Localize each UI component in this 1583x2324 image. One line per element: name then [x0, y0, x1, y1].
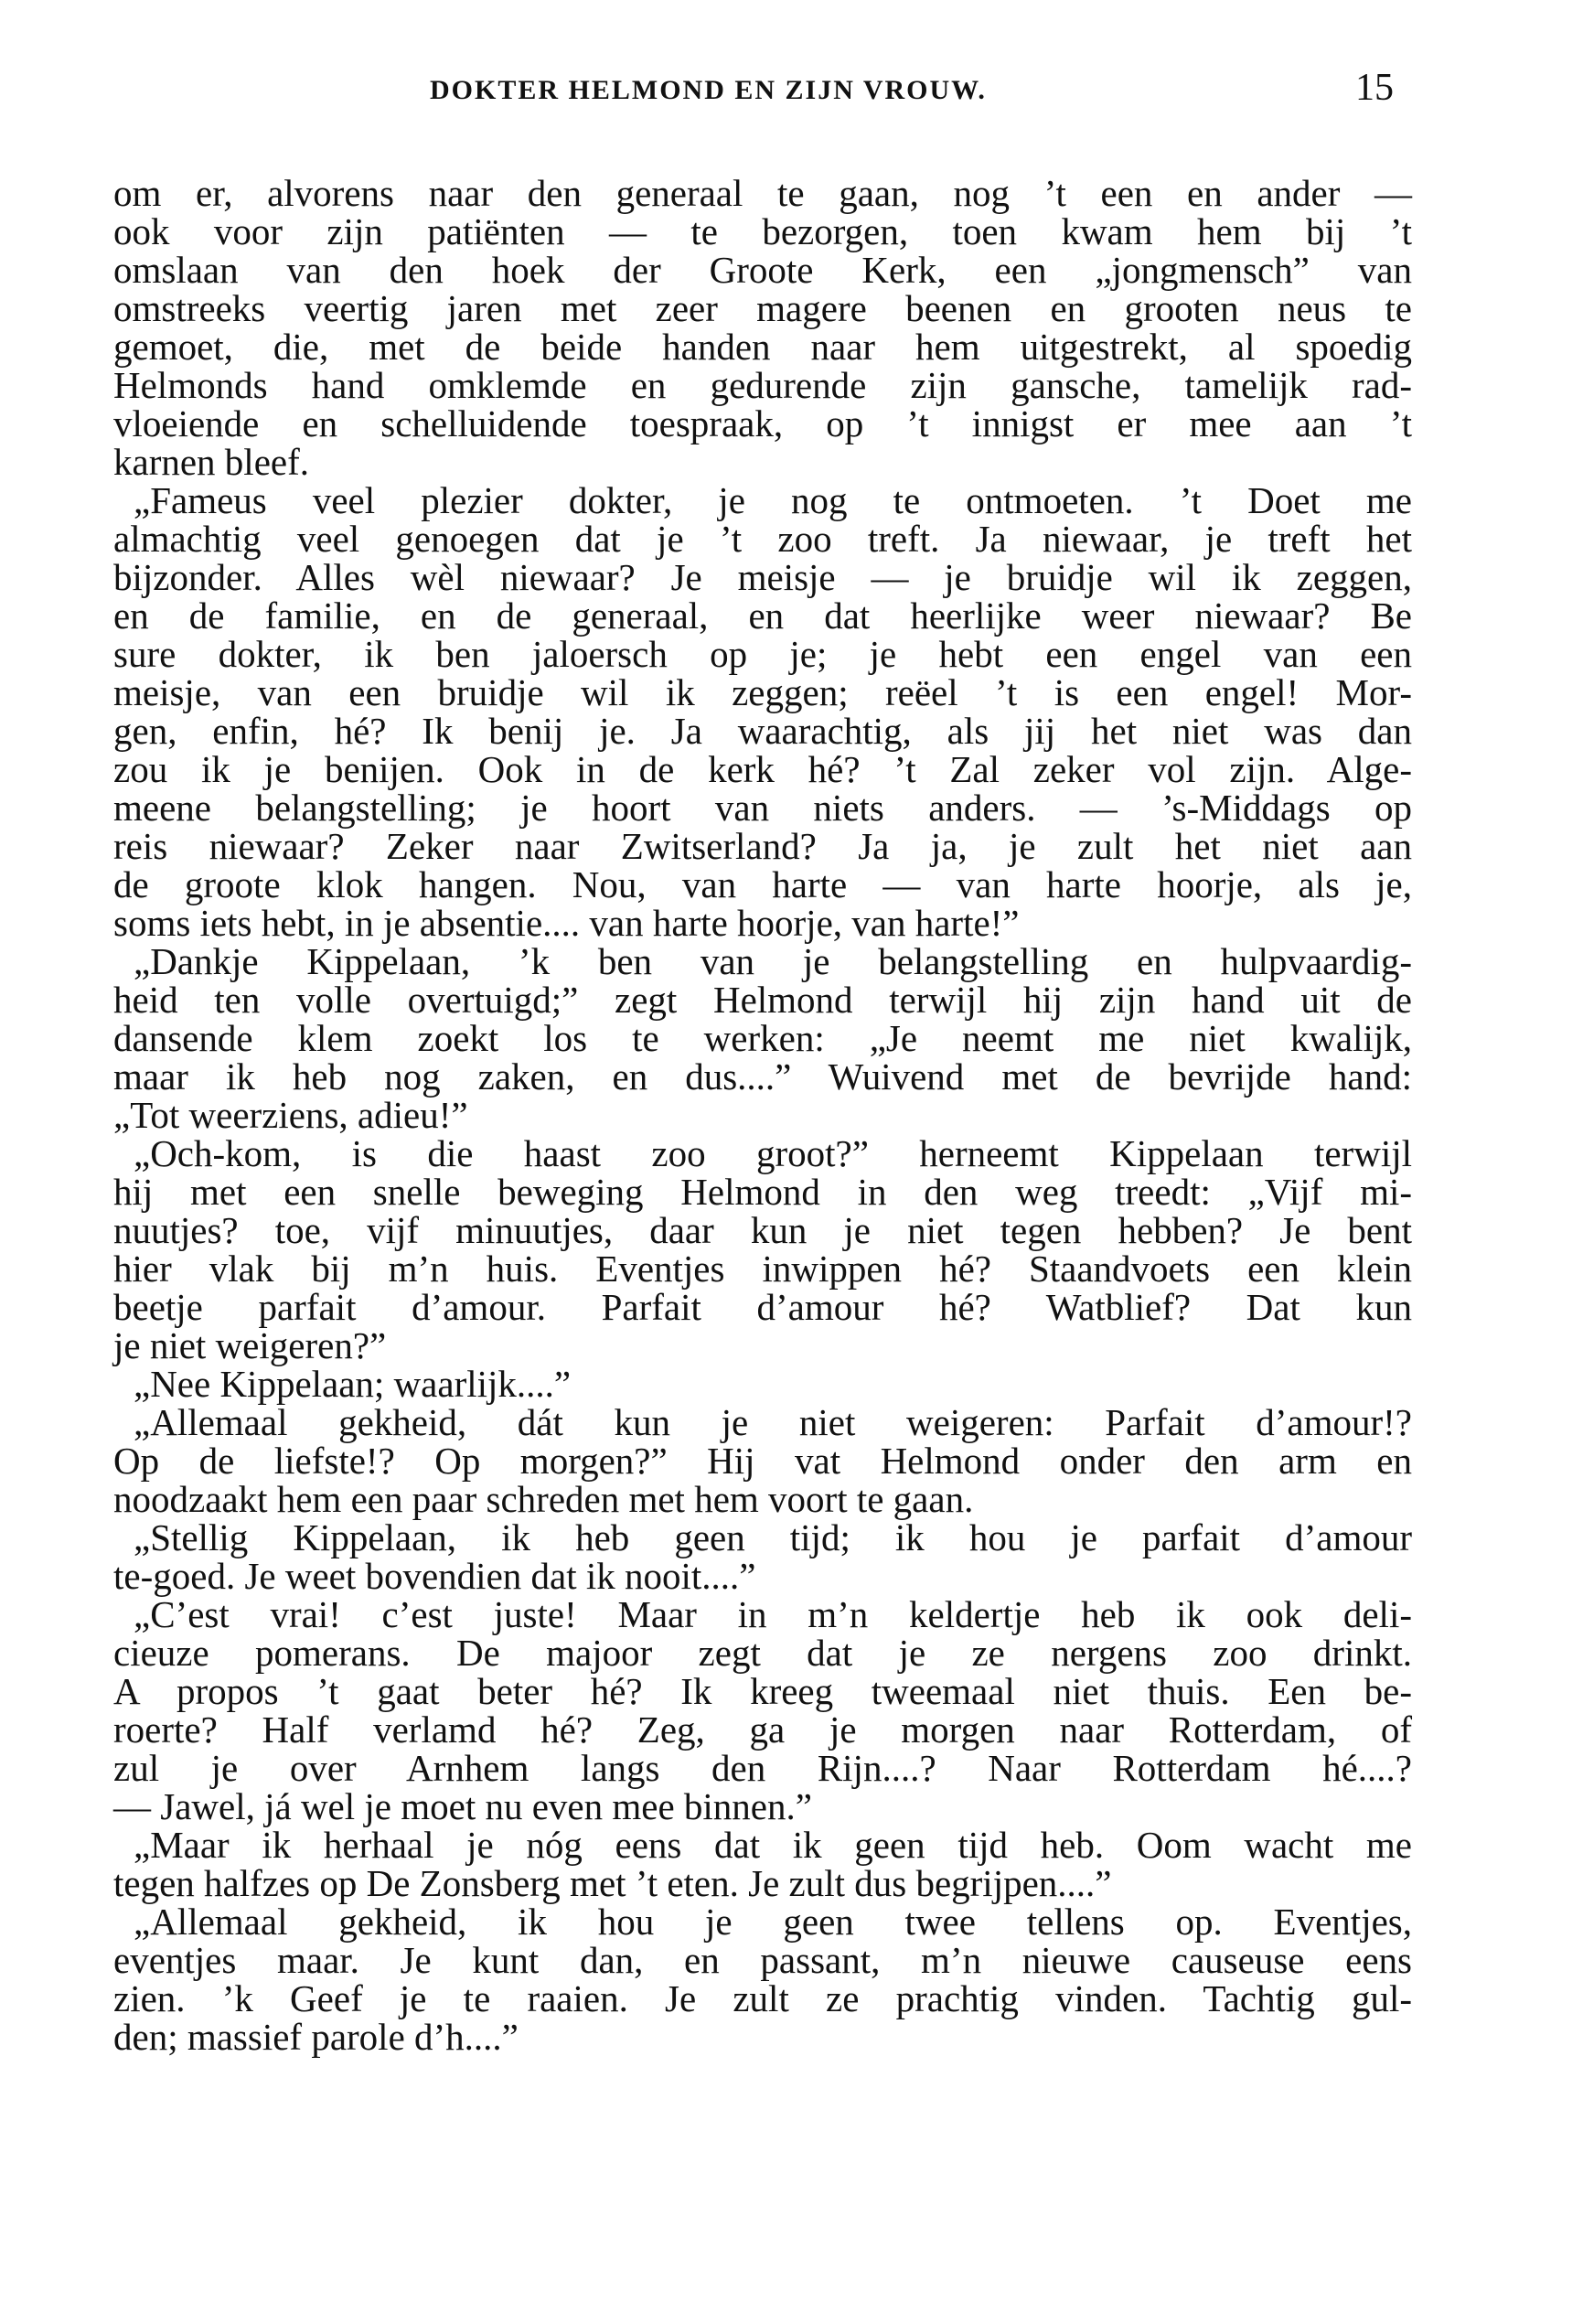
- text-line: „Allemaal gekheid, dát kun je niet weigeren: Parfait d’amour!?: [134, 1401, 1412, 1443]
- text-line: bijzonder. Alles wèl niewaar? Je meisje — je bruidje wil ik zeggen,: [113, 556, 1412, 598]
- text-line: te-goed. Je weet bovendien dat ik nooit....”: [113, 1555, 756, 1597]
- text-line: ook voor zijn patiënten — te bezorgen, toen kwam hem bij ’t: [113, 210, 1412, 252]
- text-line: Helmonds hand omklemde en gedurende zijn gansche, tamelijk rad-: [113, 364, 1412, 406]
- text-line: „Maar ik herhaal je nóg eens dat ik geen tijd heb. Oom wacht me: [134, 1824, 1412, 1866]
- body-text: [113, 174, 1412, 2056]
- text-line: eventjes maar. Je kunt dan, en passant, m’n nieuwe causeuse eens: [113, 1939, 1412, 1981]
- text-line: heid ten volle overtuigd;” zegt Helmond terwijl hij zijn hand uit de: [113, 979, 1412, 1021]
- text-line: sure dokter, ik ben jaloersch op je; je hebt een engel van een: [113, 633, 1412, 675]
- text-line: „C’est vrai! c’est juste! Maar in m’n keldertje heb ik ook deli-: [134, 1593, 1412, 1635]
- text-line: den; massief parole d’h....”: [113, 2016, 519, 2058]
- text-line: zul je over Arnhem langs den Rijn....? Naar Rotterdam hé....?: [113, 1747, 1412, 1789]
- text-line: A propos ’t gaat beter hé? Ik kreeg tweemaal niet thuis. Een be-: [113, 1670, 1412, 1712]
- text-line: tegen halfzes op De Zonsberg met ’t eten. Je zult dus begrijpen....”: [113, 1862, 1112, 1904]
- text-line: vloeiende en schelluidende toespraak, op ’t innigst er mee aan ’t: [113, 402, 1412, 444]
- text-line: hier vlak bij m’n huis. Eventjes inwippen hé? Staandvoets een klein: [113, 1248, 1412, 1290]
- text-line: maar ik heb nog zaken, en dus....” Wuivend met de bevrijde hand:: [113, 1055, 1412, 1098]
- text-line: roerte? Half verlamd hé? Zeg, ga je morgen naar Rotterdam, of: [113, 1708, 1412, 1751]
- text-line: de groote klok hangen. Nou, van harte — van harte hoorje, als je,: [113, 863, 1412, 905]
- text-line: en de familie, en de generaal, en dat heerlijke weer niewaar? Be: [113, 594, 1412, 637]
- text-line: „Stellig Kippelaan, ik heb geen tijd; ik hou je parfait d’amour: [134, 1516, 1412, 1558]
- text-line: dansende klem zoekt los te werken: „Je neemt me niet kwalijk,: [113, 1017, 1412, 1059]
- text-line: je niet weigeren?”: [113, 1324, 387, 1366]
- text-line: zou ik je benijen. Ook in de kerk hé? ’t Zal zeker vol zijn. Alge-: [113, 748, 1412, 790]
- running-title: DOKTER HELMOND EN ZIJN VROUW.: [430, 75, 987, 105]
- text-line: omstreeks veertig jaren met zeer magere beenen en grooten neus te: [113, 287, 1412, 329]
- text-line: nuutjes? toe, vijf minuutjes, daar kun je niet tegen hebben? Je bent: [113, 1209, 1412, 1251]
- text-line: „Nee Kippelaan; waarlijk....”: [134, 1363, 572, 1405]
- text-line: — Jawel, já wel je moet nu even mee binnen.”: [113, 1785, 812, 1827]
- text-line: „Allemaal gekheid, ik hou je geen twee tellens op. Eventjes,: [134, 1901, 1412, 1943]
- text-line: gen, enfin, hé? Ik benij je. Ja waarachtig, als jij het niet was dan: [113, 710, 1412, 752]
- text-line: „Tot weerziens, adieu!”: [113, 1094, 468, 1136]
- text-line: meisje, van een bruidje wil ik zeggen; reëel ’t is een engel! Mor-: [113, 671, 1412, 713]
- page-number: 15: [1355, 67, 1394, 109]
- text-line: omslaan van den hoek der Groote Kerk, een „jongmensch” van: [113, 249, 1412, 291]
- text-line: almachtig veel genoegen dat je ’t zoo treft. Ja niewaar, je treft het: [113, 518, 1412, 560]
- text-line: „Dankje Kippelaan, ’k ben van je belangstelling en hulpvaardig-: [134, 940, 1412, 982]
- text-line: hij met een snelle beweging Helmond in den weg treedt: „Vijf mi-: [113, 1171, 1412, 1213]
- text-line: meene belangstelling; je hoort van niets anders. — ’s-Middags op: [113, 787, 1412, 829]
- text-line: soms iets hebt, in je absentie.... van harte hoorje, van harte!”: [113, 902, 1020, 944]
- text-line: beetje parfait d’amour. Parfait d’amour hé? Watblief? Dat kun: [113, 1286, 1412, 1328]
- text-line: karnen bleef.: [113, 441, 309, 483]
- text-line: noodzaakt hem een paar schreden met hem voort te gaan.: [113, 1478, 974, 1520]
- text-line: „Och-kom, is die haast zoo groot?” herneemt Kippelaan terwijl: [134, 1132, 1412, 1174]
- text-line: gemoet, die, met de beide handen naar hem uitgestrekt, al spoedig: [113, 326, 1412, 368]
- text-line: reis niewaar? Zeker naar Zwitserland? Ja ja, je zult het niet aan: [113, 825, 1412, 867]
- text-line: Op de liefste!? Op morgen?” Hij vat Helmond onder den arm en: [113, 1440, 1412, 1482]
- text-line: cieuze pomerans. De majoor zegt dat je ze nergens zoo drinkt.: [113, 1632, 1412, 1674]
- text-line: zien. ’k Geef je te raaien. Je zult ze prachtig vinden. Tachtig gul-: [113, 1977, 1412, 2019]
- text-line: om er, alvorens naar den generaal te gaan, nog ’t een en ander —: [113, 172, 1412, 214]
- text-line: „Fameus veel plezier dokter, je nog te ontmoeten. ’t Doet me: [134, 479, 1412, 521]
